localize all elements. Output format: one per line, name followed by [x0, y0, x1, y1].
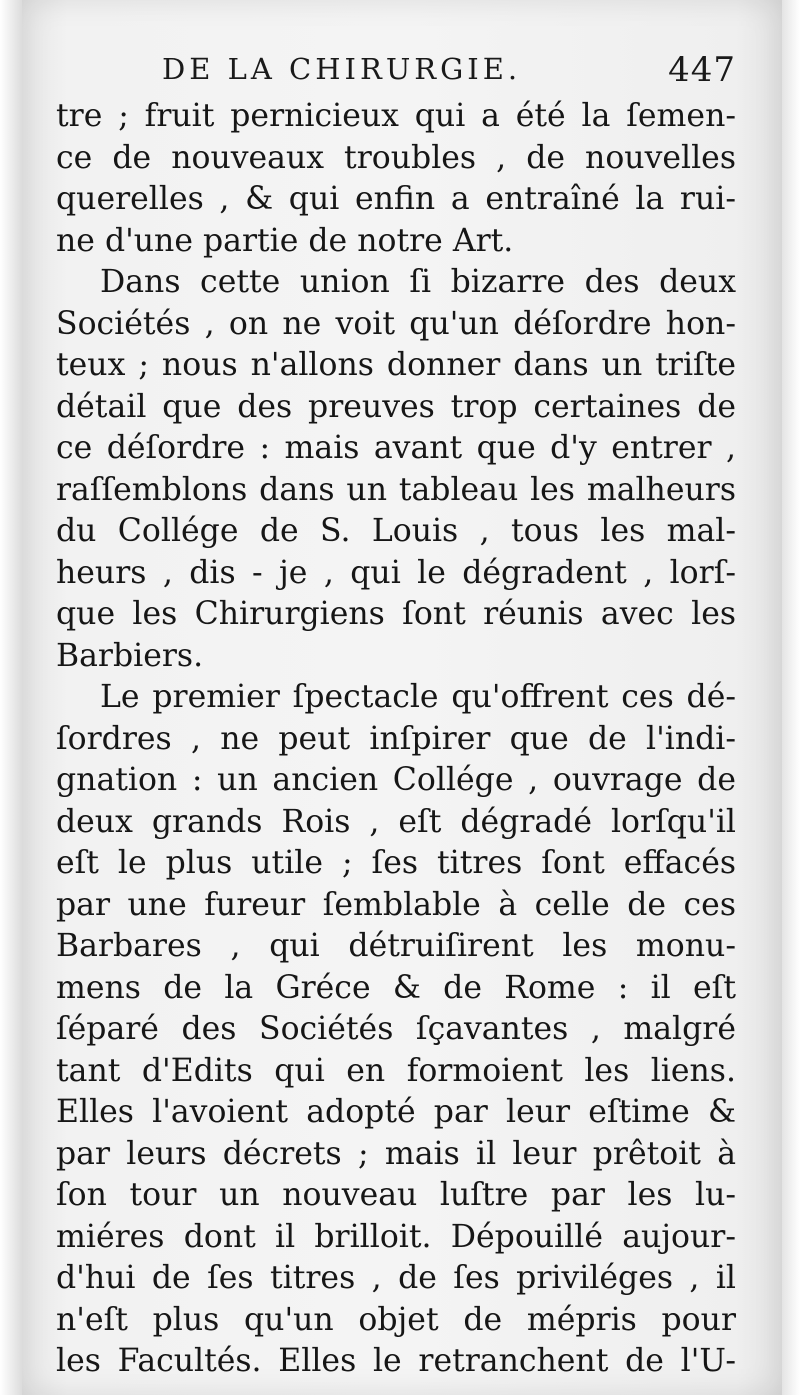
page-left-edge [0, 0, 22, 1395]
text-line: détail que des preuves trop certaines de [56, 388, 736, 425]
body-text [56, 96, 736, 1383]
text-line: ſéparé des Sociétés ſçavantes , malgré [56, 1011, 736, 1047]
text-line: n'eſt plus qu'un objet de mépris pour [56, 1301, 736, 1338]
text-line: miéres dont il brilloit. Dépouillé aujour- [56, 1218, 736, 1255]
text-line: raſſemblons dans un tableau les malheurs [56, 471, 736, 508]
text-line: du Collége de S. Louis , tous les mal- [56, 513, 736, 549]
text-line: ce déſordre : mais avant que d'y entrer , [56, 430, 736, 466]
text-line: mens de la Gréce & de Rome : il eſt [56, 969, 736, 1006]
paragraph-first-line: Dans cette union ſi bizarre des deux [100, 264, 736, 300]
text-line: deux grands Rois , eſt dégradé lorſqu'il [56, 803, 736, 840]
text-line: eſt le plus utile ; ſes titres ſont effacés [56, 845, 736, 881]
text-line: Barbiers. [56, 637, 204, 674]
text-line: les Facultés. Elles le retranchent de l'U- [56, 1343, 736, 1379]
running-head [162, 50, 736, 94]
text-line: querelles , & qui enfin a entraîné la rui- [56, 181, 736, 217]
text-line: ne d'une partie de notre Art. [56, 222, 514, 259]
page-number: 447 [668, 50, 736, 90]
text-line: gnation : un ancien Collége , ouvrage de [56, 762, 736, 798]
text-line: ſordres , ne peut inſpirer que de l'indi- [56, 720, 736, 757]
text-line: d'hui de ſes titres , de ſes priviléges , il [56, 1260, 736, 1296]
text-line: tant d'Edits qui en formoient les liens. [56, 1052, 736, 1089]
text-line: par leurs décrets ; mais il leur prêtoit à [56, 1135, 736, 1172]
page-right-edge [782, 0, 800, 1395]
text-line: ce de nouveaux troubles , de nouvelles [56, 139, 736, 176]
text-line: tre ; fruit pernicieux qui a été la ſemen- [56, 98, 736, 134]
text-line: Barbares , qui détruiſirent les monu- [56, 928, 736, 964]
text-line: Sociétés , on ne voit qu'un déſordre hon- [56, 305, 736, 342]
paragraph-first-line: Le premier ſpectacle qu'offrent ces dé- [100, 679, 736, 715]
text-line: Elles l'avoient adopté par leur eſtime & [56, 1094, 736, 1130]
running-title: DE LA CHIRURGIE. [162, 52, 522, 86]
text-line: par une fureur ſemblable à celle de ces [56, 886, 736, 923]
text-line: que les Chirurgiens ſont réunis avec les [56, 596, 736, 632]
text-line: heurs , dis - je , qui le dégradent , lorſ- [56, 554, 736, 591]
text-line: teux ; nous n'allons donner dans un triſte [56, 347, 736, 383]
text-line: ſon tour un nouveau luſtre par les lu- [56, 1177, 736, 1213]
